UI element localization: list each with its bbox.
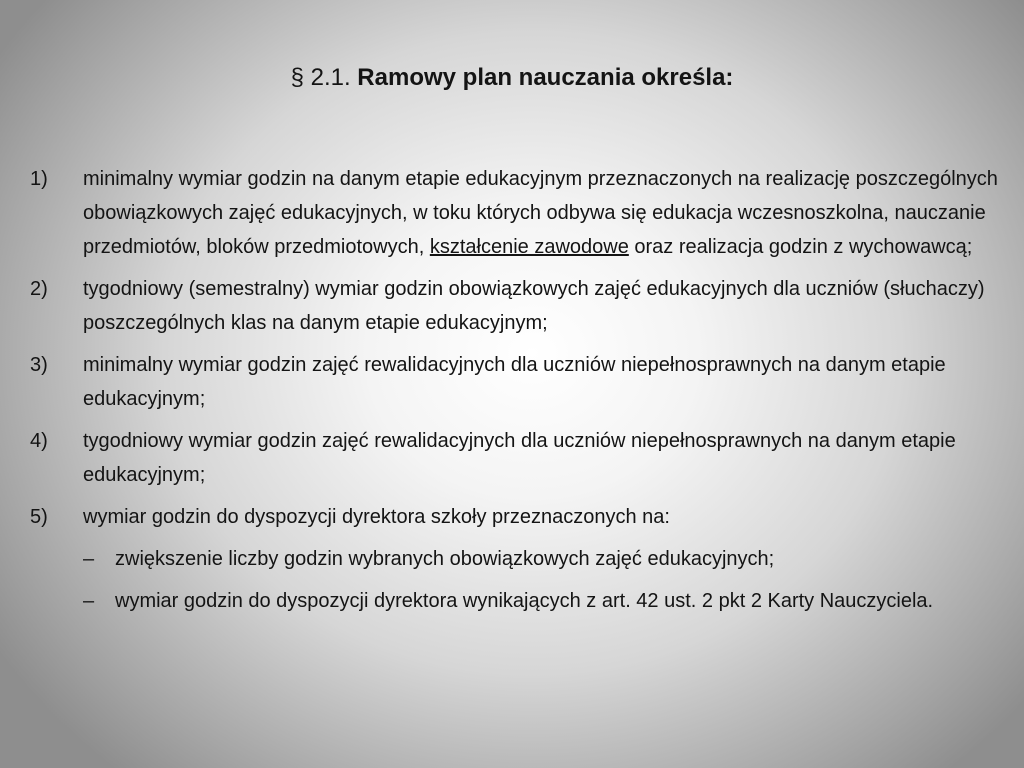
list-item-number: 3) <box>30 354 48 376</box>
list-item-text: tygodniowy wymiar godzin zajęć rewalidacyjnych dla uczniów niepełnosprawnych na danym etapie edukacyjnym; <box>83 430 956 486</box>
sub-item-1 <box>30 542 1005 576</box>
slide-content <box>30 162 1005 626</box>
list-item-3 <box>30 348 1005 416</box>
list-item-text-end: oraz realizacja godzin z wychowawcą; <box>634 236 973 258</box>
list-item-2 <box>30 272 1005 340</box>
underlined-term: kształcenie zawodowe <box>429 236 629 258</box>
sub-item-text: zwiększenie liczby godzin wybranych obowiązkowych zajęć edukacyjnych; <box>115 548 775 570</box>
list-item-number: 4) <box>30 430 48 452</box>
dash-bullet: – <box>83 548 95 570</box>
list-item-number: 5) <box>30 506 48 528</box>
sub-item-text: wymiar godzin do dyspozycji dyrektora wynikających z art. 42 ust. 2 pkt 2 Karty Nauczyciela. <box>115 590 934 612</box>
sub-item-2 <box>30 584 1005 618</box>
title-section-number: § 2.1. <box>290 64 351 91</box>
list-item-5 <box>30 500 1005 534</box>
title-text: Ramowy plan nauczania określa: <box>357 64 734 91</box>
list-item-text: minimalny wymiar godzin zajęć rewalidacyjnych dla uczniów niepełnosprawnych na danym etapie edukacyjnym; <box>83 354 946 410</box>
dash-bullet: – <box>83 590 95 612</box>
list-item-text: wymiar godzin do dyspozycji dyrektora szkoły przeznaczonych na: <box>83 506 670 528</box>
list-item-number: 2) <box>30 278 48 300</box>
list-item-number: 1) <box>30 168 48 190</box>
list-item-text: minimalny wymiar godzin na danym etapie edukacyjnym przeznaczonych na realizację poszczególnych obowiązkowych zajęć edukacyjnych, w toku których odbywa się edukacja wczesnoszkolna, nauczanie przedmiotów, bloków przedmiotowych, <box>83 168 998 258</box>
list-item-text: tygodniowy (semestralny) wymiar godzin obowiązkowych zajęć edukacyjnych dla uczniów (słuchaczy) poszczególnych klas na danym etapie edukacyjnym; <box>83 278 985 334</box>
slide-title <box>0 60 1024 96</box>
list-item-1 <box>30 162 1005 264</box>
list-item-4 <box>30 424 1005 492</box>
